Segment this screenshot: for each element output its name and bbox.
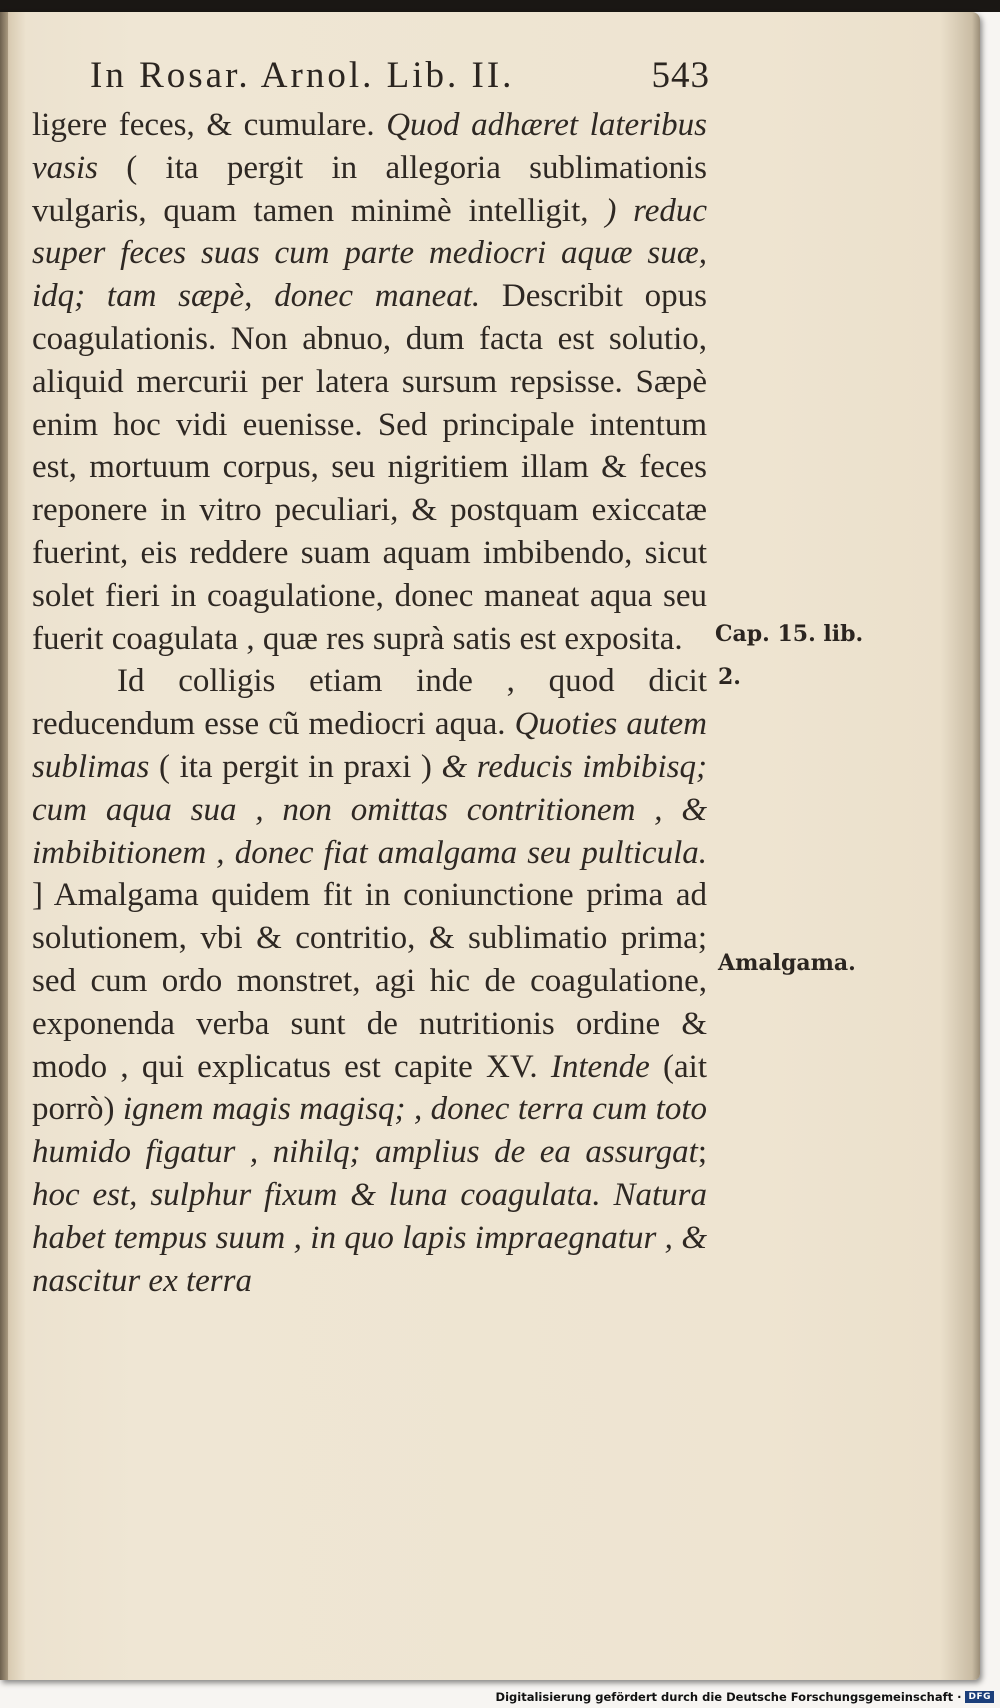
text-run: ( ita pergit in allegoria sublimationis vulgaris, quam tamen minimè intelligit,: [32, 149, 707, 229]
italic-text-run: hoc est, sulphur fixum & luna coagulata. Natura habet tempus suum , in quo lapis impraegnatur , & nascitur ex terra: [32, 1176, 707, 1299]
scan-top-edge: [0, 0, 1000, 12]
italic-text-run: Quoties autem sublimas: [32, 706, 707, 785]
italic-text-run: & reducis imbibisq; cum aqua sua , non omittas contritionem , & imbibitionem , donec fiat amalgama seu pulticula.: [32, 748, 707, 871]
text-run: ] Amalgama quidem fit in coniunctione prima ad solutionem, vbi & contritio, & sublimatio prima; sed cum ordo monstret, agi hic de coagulatione, exponenda verba sunt de nutritionis ordine & modo , qui explicatus est capite XV.: [32, 877, 707, 1085]
text-run: ;: [697, 1134, 707, 1171]
italic-text-run: Quod adhæret lateribus vasis: [32, 107, 707, 186]
italic-text-run: ) reduc super feces suas cum parte mediocri aquæ suæ, idq; tam sæpè, donec maneat.: [32, 192, 707, 315]
text-run: Id colligis etiam inde , quod dicit reducendum esse cũ mediocri aqua.: [32, 663, 707, 743]
paragraph-1: [32, 104, 707, 660]
page-spine-edge: [0, 12, 8, 1680]
marginal-note-cap-ref: Cap. 15. lib.: [715, 621, 864, 647]
main-text-block: [32, 104, 707, 1302]
running-title: In Rosar. Arnol. Lib. II.: [90, 55, 515, 96]
paragraph-2: [32, 660, 707, 1302]
italic-text-run: Intende: [550, 1048, 650, 1085]
running-header: [90, 54, 710, 97]
digitization-footer: [496, 1690, 994, 1704]
marginal-note-cap-ref-cont: 2.: [718, 664, 741, 690]
marginal-note-amalgama: Amalgama.: [718, 950, 856, 976]
italic-text-run: ignem magis magisq; , donec terra cum toto humido figatur , nihilq; amplius de ea assurgat: [32, 1091, 707, 1171]
text-run: ligere feces, & cumulare.: [32, 107, 387, 143]
page-number: 543: [651, 55, 710, 96]
dfg-logo-icon: DFG: [965, 1691, 994, 1703]
text-run: (ait porrò): [32, 1048, 707, 1128]
footer-credit: Digitalisierung gefördert durch die Deutsche Forschungsgemeinschaft ·: [495, 1690, 962, 1704]
text-run: Describit opus coagulationis. Non abnuo, dum facta est solutio, aliquid mercurii per latera sursum repsisse. Sæpè enim hoc vidi euenisse. Sed principale intentum est, mortuum corpus, seu nigritiem illam & feces reponere in vitro peculiari, & postquam exiccatæ fuerint, eis reddere suam aquam imbibendo, sicut solet fieri in coagulatione, donec maneat aqua seu fuerit coagulata , quæ res suprà satis est exposita.: [32, 278, 707, 657]
text-run: ( ita pergit in praxi ): [149, 748, 442, 785]
